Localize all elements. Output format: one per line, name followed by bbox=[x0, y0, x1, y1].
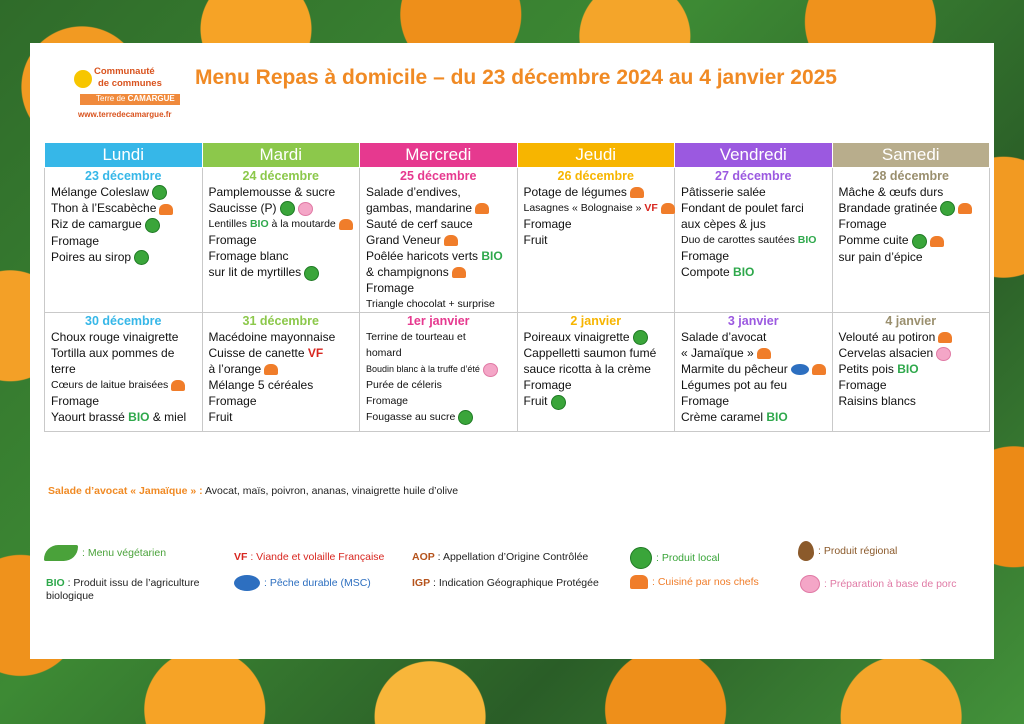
logo-line-3b: CAMARGUE bbox=[127, 94, 175, 103]
date-mardi-w1: 24 décembre bbox=[242, 169, 319, 183]
dish: sur lit de myrtilles bbox=[208, 265, 302, 280]
dish: Poireaux vinaigrette bbox=[523, 330, 630, 344]
menu-item bbox=[209, 361, 354, 377]
cell-lundi-w1 bbox=[45, 168, 203, 313]
menu-item: Choux rouge vinaigrette bbox=[51, 330, 179, 344]
dish: gambas, mandarine bbox=[366, 201, 473, 215]
local-product-icon bbox=[152, 185, 167, 200]
menu-item: aux cèpes & jus bbox=[681, 217, 766, 231]
chef-icon bbox=[475, 203, 489, 214]
footnote-text: Avocat, maïs, poivron, ananas, vinaigrette huile d’olive bbox=[202, 485, 459, 497]
legend-text: : Produit régional bbox=[818, 544, 898, 557]
legend-text: : Produit local bbox=[656, 551, 720, 564]
dish: Poêlée haricots verts bbox=[366, 249, 482, 263]
legend-vf bbox=[234, 551, 384, 564]
menu-item: Fromage bbox=[51, 394, 100, 408]
menu-item bbox=[366, 409, 511, 425]
date-lundi-w1: 23 décembre bbox=[85, 169, 162, 183]
logo-line-3 bbox=[96, 94, 175, 103]
cell-mercredi-w1 bbox=[360, 168, 518, 313]
local-product-icon bbox=[280, 201, 295, 216]
menu-item bbox=[51, 216, 196, 232]
legend-bio bbox=[46, 577, 200, 603]
date-vendredi-w2: 3 janvier bbox=[727, 314, 779, 328]
dish: à l’orange bbox=[208, 362, 262, 376]
menu-item bbox=[681, 232, 826, 248]
chef-icon bbox=[264, 364, 278, 375]
menu-item: Fromage bbox=[208, 394, 257, 408]
menu-item: Mâche & œufs durs bbox=[838, 185, 944, 199]
menu-item bbox=[839, 200, 984, 216]
cell-samedi-w2 bbox=[832, 313, 990, 432]
day-header-vendredi: Vendredi bbox=[675, 143, 833, 168]
dish: Crème caramel bbox=[681, 410, 767, 424]
bio-label: BIO bbox=[797, 234, 817, 246]
legend-text: : Préparation à base de porc bbox=[824, 577, 957, 590]
chef-icon bbox=[938, 332, 952, 343]
day-header-row bbox=[45, 143, 990, 168]
menu-item: Fromage bbox=[838, 378, 887, 392]
menu-item bbox=[366, 361, 511, 377]
date-mercredi-w2: 1er janvier bbox=[406, 314, 470, 328]
week-2-row bbox=[45, 313, 990, 432]
menu-item: Terrine de tourteau et bbox=[366, 331, 466, 343]
cell-mardi-w2 bbox=[202, 313, 360, 432]
date-samedi-w2: 4 janvier bbox=[885, 314, 937, 328]
bio-label: BIO bbox=[249, 218, 269, 231]
menu-item: Salade d’avocat bbox=[681, 330, 767, 344]
leaf-icon bbox=[44, 545, 78, 561]
msc-fish-icon bbox=[234, 575, 260, 591]
week-1-row bbox=[45, 168, 990, 313]
menu-item bbox=[51, 249, 196, 265]
bio-label: BIO bbox=[128, 410, 150, 424]
vf-label: VF bbox=[644, 202, 658, 214]
menu-item: Fromage bbox=[681, 249, 730, 263]
legend-porc bbox=[800, 575, 957, 593]
cell-vendredi-w1 bbox=[675, 168, 833, 313]
chef-icon bbox=[812, 364, 826, 375]
logo bbox=[74, 64, 184, 124]
menu-item: Fromage bbox=[838, 217, 887, 232]
menu-item: Fromage blanc bbox=[208, 249, 289, 264]
chef-icon bbox=[339, 219, 353, 230]
dish: Marmite du pêcheur bbox=[681, 362, 788, 376]
menu-item bbox=[681, 345, 826, 361]
date-lundi-w2: 30 décembre bbox=[85, 314, 162, 328]
local-product-icon bbox=[551, 395, 566, 410]
menu-item bbox=[209, 264, 354, 280]
menu-item: Purée de céleris bbox=[366, 379, 442, 391]
menu-item bbox=[681, 264, 826, 280]
footnote-label: Salade d’avocat « Jamaïque » : bbox=[48, 485, 203, 497]
menu-item bbox=[366, 248, 511, 264]
day-header-samedi: Samedi bbox=[832, 143, 990, 168]
menu-item bbox=[209, 216, 354, 232]
menu-item bbox=[51, 184, 196, 200]
menu-item bbox=[839, 345, 984, 361]
legend-key: BIO bbox=[46, 577, 65, 589]
dish: & miel bbox=[149, 410, 187, 424]
chef-icon bbox=[630, 575, 648, 589]
dish: Cervelas alsacien bbox=[838, 346, 934, 360]
date-jeudi-w1: 26 décembre bbox=[557, 169, 634, 183]
chef-icon bbox=[958, 203, 972, 214]
chef-icon bbox=[159, 204, 173, 215]
cell-lundi-w2 bbox=[45, 313, 203, 432]
cell-vendredi-w2 bbox=[675, 313, 833, 432]
menu-item bbox=[209, 345, 354, 361]
dish: Pomme cuite bbox=[838, 233, 909, 248]
local-product-icon bbox=[912, 234, 927, 249]
logo-line-1: Communauté bbox=[94, 66, 155, 77]
local-product-icon bbox=[633, 330, 648, 345]
msc-fish-icon bbox=[791, 364, 809, 375]
dish: « Jamaïque » bbox=[681, 346, 754, 360]
dish: Lentilles bbox=[208, 218, 250, 231]
dish: Grand Veneur bbox=[366, 233, 441, 247]
legend-vegetarian bbox=[44, 545, 166, 561]
dish: Potage de légumes bbox=[523, 185, 627, 199]
dish: Lasagnes « Bolognaise » bbox=[523, 202, 645, 214]
menu-item: Pâtisserie salée bbox=[681, 185, 766, 199]
menu-item: Tortilla aux pommes de bbox=[51, 346, 175, 360]
menu-item: sur pain d’épice bbox=[838, 249, 923, 264]
date-samedi-w1: 28 décembre bbox=[872, 169, 949, 183]
menu-item: Fromage bbox=[366, 281, 415, 295]
bio-label: BIO bbox=[897, 362, 919, 376]
menu-item: Macédoine mayonnaise bbox=[208, 330, 336, 344]
dish: à la moutarde bbox=[268, 218, 336, 231]
dish: Petits pois bbox=[838, 362, 898, 376]
menu-item bbox=[681, 361, 826, 377]
menu-table bbox=[44, 142, 990, 432]
menu-item bbox=[366, 232, 511, 248]
chef-icon bbox=[444, 235, 458, 246]
chef-icon bbox=[757, 348, 771, 359]
menu-item bbox=[524, 329, 669, 345]
cell-mardi-w1 bbox=[202, 168, 360, 313]
local-product-icon bbox=[134, 250, 149, 265]
menu-item: Fromage bbox=[208, 233, 257, 248]
menu-item: Mélange 5 céréales bbox=[208, 378, 314, 392]
local-product-icon bbox=[458, 410, 473, 425]
menu-item bbox=[366, 200, 511, 216]
dish: Compote bbox=[681, 265, 734, 279]
chef-icon bbox=[661, 203, 675, 214]
pork-icon bbox=[483, 363, 498, 377]
menu-item: Fromage bbox=[523, 378, 572, 393]
menu-item bbox=[366, 264, 511, 280]
menu-item bbox=[839, 361, 984, 377]
chef-icon bbox=[630, 187, 644, 198]
menu-item: Salade d’endives, bbox=[366, 185, 461, 199]
menu-item bbox=[524, 200, 669, 216]
dish: & champignons bbox=[366, 265, 449, 279]
footnote bbox=[48, 485, 458, 497]
menu-item: Triangle chocolat + surprise bbox=[366, 298, 495, 310]
menu-item: Fromage bbox=[523, 217, 572, 231]
dish: Duo de carottes sautées bbox=[681, 234, 798, 246]
day-header-lundi: Lundi bbox=[45, 143, 203, 168]
dish: Cuisse de canette bbox=[208, 346, 308, 360]
menu-item bbox=[524, 393, 669, 409]
date-jeudi-w2: 2 janvier bbox=[570, 314, 622, 328]
menu-item bbox=[524, 184, 669, 200]
legend-key: IGP bbox=[412, 577, 431, 589]
vf-label: VF bbox=[307, 346, 324, 360]
menu-item: Fromage bbox=[51, 233, 100, 248]
legend-aop bbox=[412, 551, 588, 564]
legend-text: : Cuisiné par nos chefs bbox=[652, 575, 759, 588]
logo-line-2: de communes bbox=[98, 78, 162, 89]
bio-label: BIO bbox=[481, 249, 503, 263]
local-product-icon bbox=[630, 547, 652, 569]
menu-item: Fruit bbox=[523, 233, 548, 247]
dish: Velouté au potiron bbox=[838, 330, 936, 344]
legend-text: biologique bbox=[46, 590, 94, 602]
cell-mercredi-w2 bbox=[360, 313, 518, 432]
menu-item: Fruit bbox=[208, 410, 233, 424]
pork-icon bbox=[800, 575, 820, 593]
dish: Mélange Coleslaw bbox=[51, 185, 150, 199]
legend-text: : Appellation d’Origine Contrôlée bbox=[434, 551, 589, 563]
chef-icon bbox=[171, 380, 185, 391]
dish: Saucisse (P) bbox=[208, 201, 277, 215]
pork-icon bbox=[298, 202, 313, 216]
menu-item: Cappelletti saumon fumé bbox=[523, 346, 657, 361]
dish: Fougasse au sucre bbox=[366, 411, 456, 423]
menu-sheet bbox=[30, 43, 994, 659]
menu-item: sauce ricotta à la crème bbox=[523, 362, 651, 377]
legend-key: AOP bbox=[412, 551, 435, 563]
dish: Yaourt brassé bbox=[51, 410, 129, 424]
menu-item: Sauté de cerf sauce bbox=[366, 217, 473, 231]
dish: Poires au sirop bbox=[51, 249, 132, 264]
dish: Boudin blanc à la truffe d’été bbox=[366, 364, 480, 374]
legend-chef bbox=[630, 575, 759, 589]
dish: Riz de camargue bbox=[51, 217, 142, 232]
local-product-icon bbox=[304, 266, 319, 281]
chef-icon bbox=[930, 236, 944, 247]
legend-text: : Indication Géographique Protégée bbox=[430, 577, 599, 589]
legend-igp bbox=[412, 577, 599, 590]
menu-item: Raisins blancs bbox=[838, 394, 916, 408]
menu-item: Fromage bbox=[366, 395, 409, 407]
date-vendredi-w1: 27 décembre bbox=[715, 169, 792, 183]
page-title: Menu Repas à domicile – du 23 décembre 2024 au 4 janvier 2025 bbox=[195, 66, 837, 89]
legend-key: VF bbox=[234, 551, 248, 563]
local-product-icon bbox=[145, 218, 160, 233]
menu-item: Fromage bbox=[681, 394, 730, 408]
chef-icon bbox=[452, 267, 466, 278]
legend-text: : Viande et volaille Française bbox=[247, 551, 385, 563]
legend-text: : Pêche durable (MSC) bbox=[264, 576, 371, 589]
menu-item bbox=[839, 329, 984, 345]
bio-label: BIO bbox=[733, 265, 755, 279]
date-mercredi-w1: 25 décembre bbox=[400, 169, 477, 183]
location-pin-icon bbox=[798, 541, 814, 561]
day-header-mardi: Mardi bbox=[202, 143, 360, 168]
bio-label: BIO bbox=[766, 410, 788, 424]
legend-msc bbox=[234, 575, 371, 591]
date-mardi-w2: 31 décembre bbox=[242, 314, 319, 328]
menu-item bbox=[681, 409, 826, 425]
day-header-jeudi: Jeudi bbox=[517, 143, 675, 168]
legend-local bbox=[630, 547, 720, 569]
legend-text: : Menu végétarien bbox=[82, 546, 167, 559]
menu-item: Légumes pot au feu bbox=[681, 378, 788, 392]
menu-item: Fondant de poulet farci bbox=[681, 201, 804, 215]
menu-item bbox=[51, 409, 196, 425]
sun-icon bbox=[74, 70, 92, 88]
cell-jeudi-w1 bbox=[517, 168, 675, 313]
pork-icon bbox=[936, 347, 951, 361]
local-product-icon bbox=[940, 201, 955, 216]
legend-regional bbox=[798, 541, 897, 561]
logo-url[interactable]: www.terredecamargue.fr bbox=[78, 110, 172, 119]
menu-item bbox=[209, 200, 354, 216]
menu-item bbox=[839, 232, 984, 248]
day-header-mercredi: Mercredi bbox=[360, 143, 518, 168]
cell-samedi-w1 bbox=[832, 168, 990, 313]
menu-item: terre bbox=[51, 362, 76, 376]
menu-item: Pamplemousse & sucre bbox=[208, 185, 336, 199]
cell-jeudi-w2 bbox=[517, 313, 675, 432]
menu-item bbox=[51, 377, 196, 393]
menu-item bbox=[51, 200, 196, 216]
dish: Thon à l’Escabèche bbox=[51, 201, 157, 216]
menu-item: homard bbox=[366, 347, 402, 359]
dish: Fruit bbox=[523, 394, 548, 409]
legend-text: : Produit issu de l’agriculture bbox=[64, 577, 200, 589]
logo-line-3a: Terre de bbox=[96, 94, 126, 103]
dish: Cœurs de laitue braisées bbox=[51, 379, 169, 391]
dish: Brandade gratinée bbox=[838, 201, 938, 215]
